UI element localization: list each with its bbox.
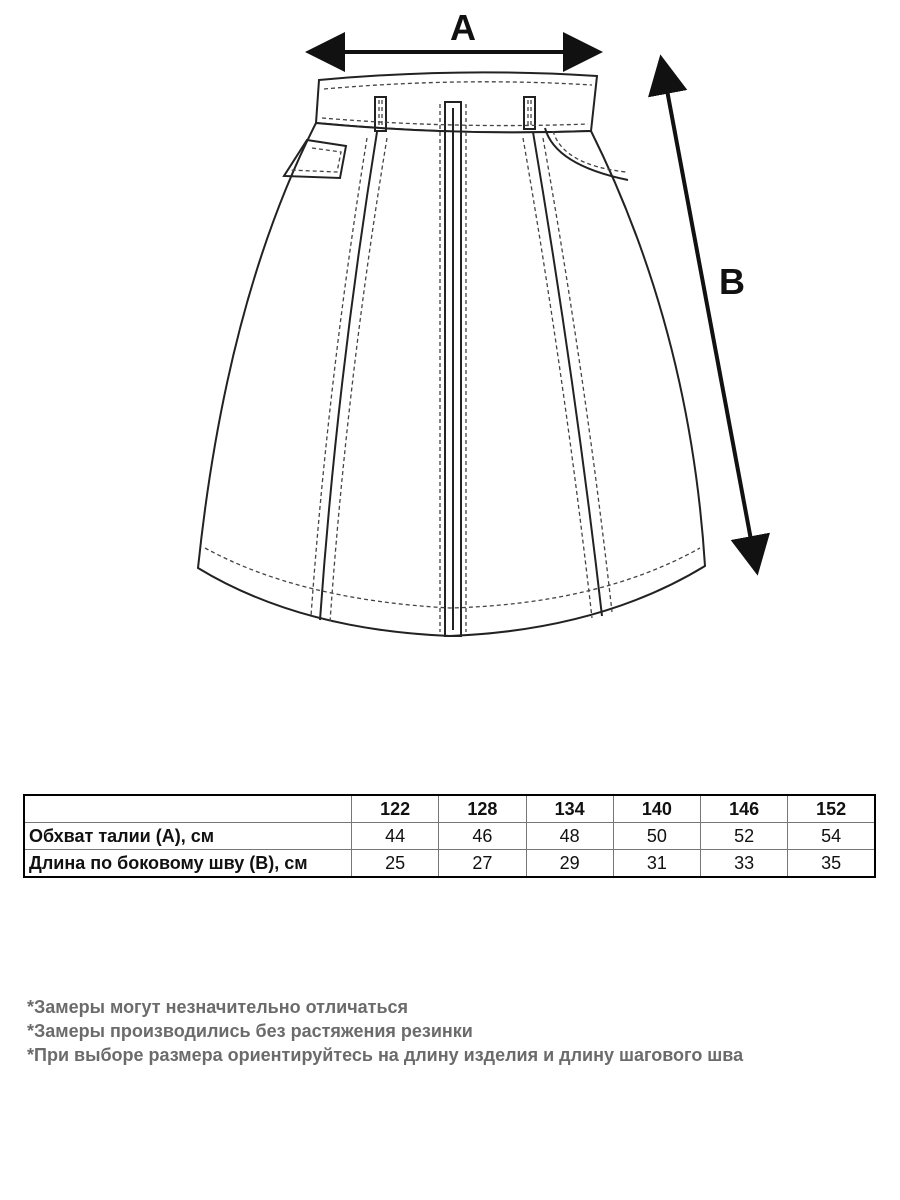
table-corner-cell [24, 795, 352, 823]
note-line: *При выборе размера ориентируйтесь на длину изделия и длину шагового шва [27, 1045, 744, 1065]
table-cell: 35 [788, 850, 875, 878]
row-label-length: Длина по боковому шву (В), см [24, 850, 352, 878]
table-cell: 48 [526, 823, 613, 850]
skirt-outline [198, 72, 705, 636]
table-header-row [24, 795, 875, 823]
table-cell: 31 [613, 850, 700, 878]
size-header-cell: 134 [526, 795, 613, 823]
table-cell: 50 [613, 823, 700, 850]
size-header-cell: 152 [788, 795, 875, 823]
size-header-cell: 146 [701, 795, 788, 823]
size-header-cell: 128 [439, 795, 526, 823]
table-cell: 27 [439, 850, 526, 878]
table-cell: 33 [701, 850, 788, 878]
size-table [23, 794, 876, 878]
dimension-b-label: B [719, 261, 745, 302]
table-cell: 25 [352, 850, 439, 878]
note-line: *Замеры производились без растяжения резинки [27, 1021, 473, 1041]
table-cell: 29 [526, 850, 613, 878]
row-label-waist: Обхват талии (А), см [24, 823, 352, 850]
table-cell: 44 [352, 823, 439, 850]
note-line: *Замеры могут незначительно отличаться [27, 997, 409, 1017]
table-cell: 46 [439, 823, 526, 850]
measurement-notes [27, 995, 887, 1067]
table-cell: 54 [788, 823, 875, 850]
table-row [24, 850, 875, 878]
table-row [24, 823, 875, 850]
size-header-cell: 140 [613, 795, 700, 823]
table-cell: 52 [701, 823, 788, 850]
dimension-a-label: A [450, 7, 476, 48]
size-header-cell: 122 [352, 795, 439, 823]
